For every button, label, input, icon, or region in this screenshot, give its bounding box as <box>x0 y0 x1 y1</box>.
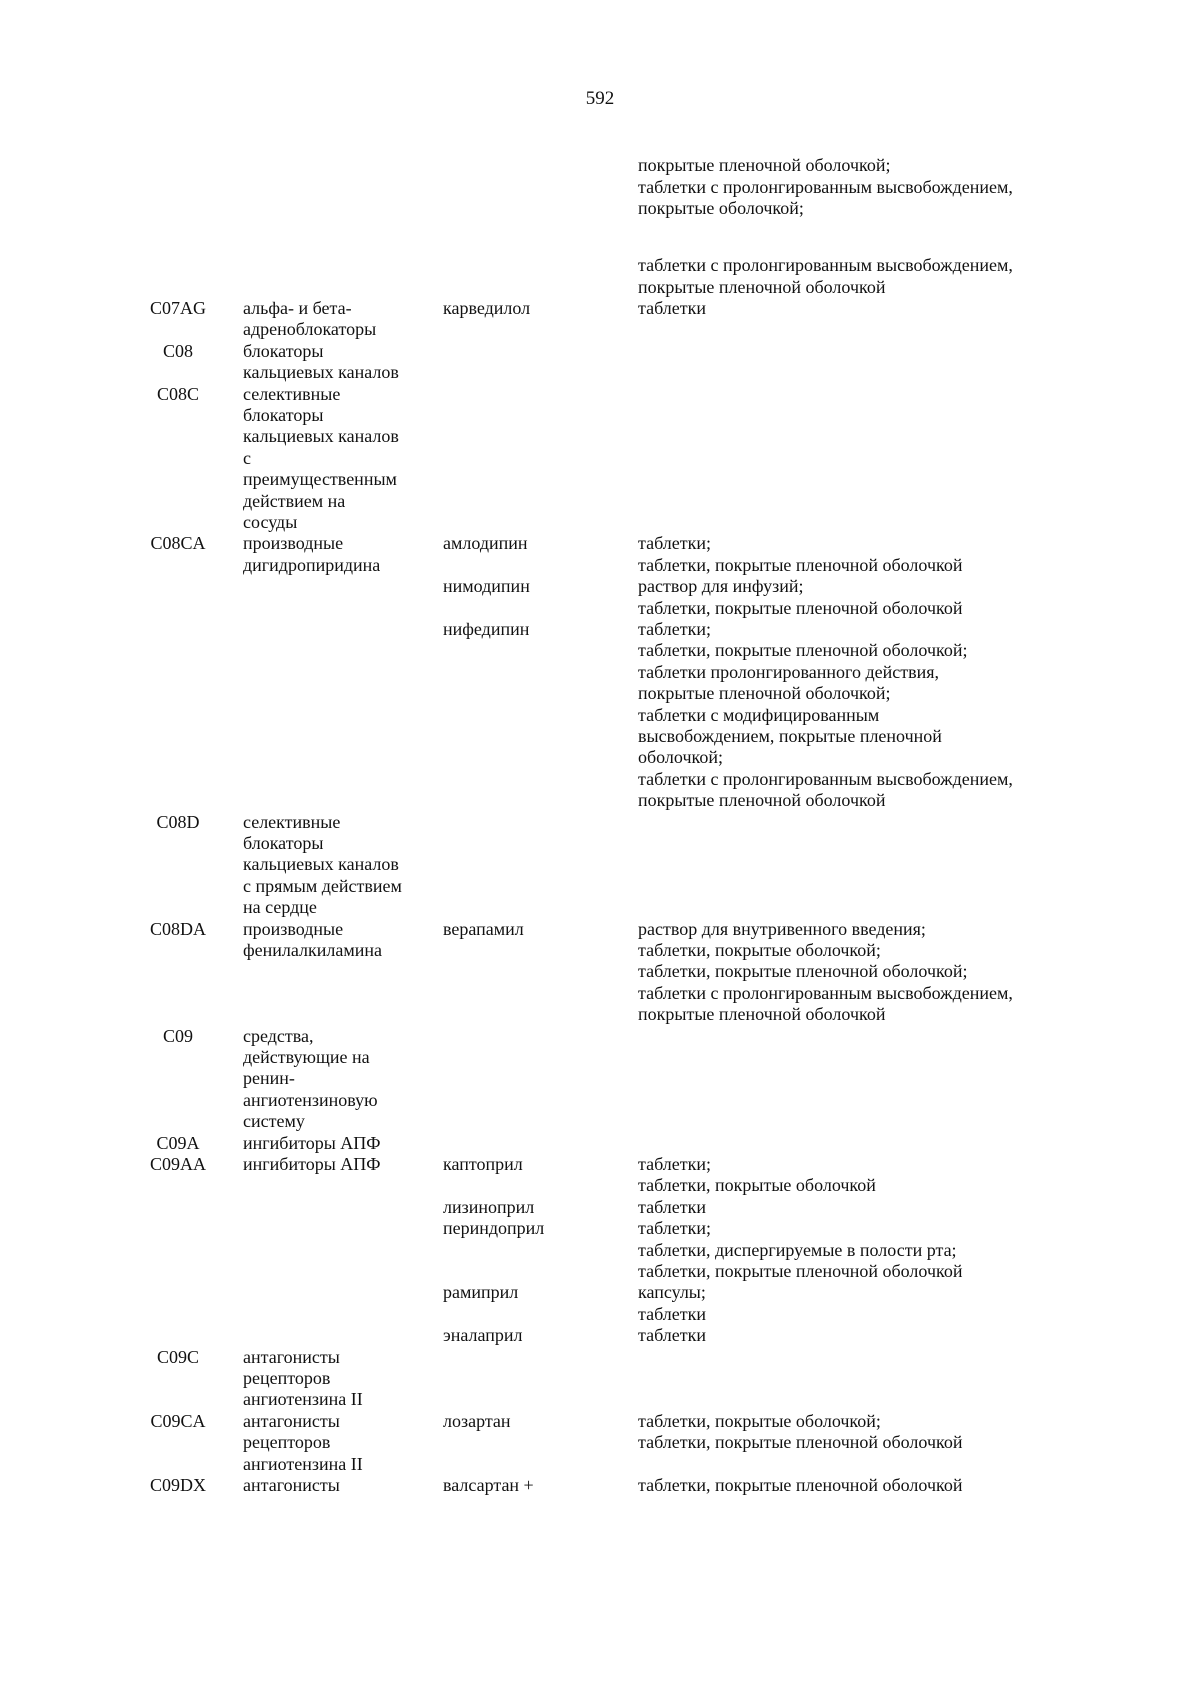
form-line: таблетки; <box>638 533 712 554</box>
atc-code: C09DX <box>149 1475 206 1495</box>
group-line: блокаторы <box>243 833 324 853</box>
form-line: высвобождением, покрытые пленочной <box>638 726 942 746</box>
form-line: таблетки пролонгированного действия, <box>638 661 940 682</box>
group-line: действием на <box>243 490 346 511</box>
group-line: рецепторов <box>243 1368 331 1388</box>
drug-name: карведилол <box>443 298 531 318</box>
form-line: таблетки, покрытые оболочкой <box>638 1175 876 1196</box>
group-line: антагонисты <box>243 1346 340 1367</box>
drug-name: верапамил <box>443 918 524 939</box>
atc-code: C08DA <box>149 918 206 939</box>
atc-code: C08D <box>156 811 200 832</box>
form-line: таблетки, покрытые оболочкой; <box>638 940 881 960</box>
form-line: таблетки <box>638 298 707 318</box>
atc-code: C09CA <box>150 1410 206 1431</box>
drug-name: амлодипин <box>443 533 528 554</box>
group-line: на сердце <box>243 897 317 918</box>
form-line: покрытые пленочной оболочкой <box>638 790 886 811</box>
atc-code: C09 <box>162 1025 193 1046</box>
drug-name: валсартан + <box>443 1475 534 1495</box>
group-line: селективные <box>243 811 341 832</box>
group-line: кальциевых каналов <box>243 426 399 447</box>
form-line: таблетки; <box>638 1218 712 1239</box>
group-line: производные <box>243 533 344 554</box>
group-line: средства, <box>243 1025 314 1046</box>
group-line: ренин- <box>243 1068 295 1089</box>
form-line: таблетки, покрытые пленочной оболочкой <box>638 1475 963 1495</box>
group-line: адреноблокаторы <box>243 319 377 340</box>
drug-name: эналаприл <box>443 1325 523 1346</box>
form-line: таблетки, покрытые пленочной оболочкой <box>638 554 963 575</box>
atc-code: C09C <box>156 1346 199 1367</box>
group-line: с <box>243 447 251 468</box>
form-line: таблетки, покрытые пленочной оболочкой <box>638 1432 963 1453</box>
form-line: таблетки, покрытые пленочной оболочкой; <box>638 640 968 661</box>
form-line: покрытые пленочной оболочкой; <box>638 683 891 704</box>
group-line: ангиотензина II <box>243 1389 363 1410</box>
group-line: производные <box>243 918 344 939</box>
form-line: таблетки <box>638 1325 707 1346</box>
form-line: таблетки с модифицированным <box>638 704 880 725</box>
group-line: ингибиторы АПФ <box>243 1132 381 1153</box>
group-line: рецепторов <box>243 1432 331 1453</box>
form-line: таблетки с пролонгированным высвобождением, <box>638 255 1013 275</box>
atc-code: C08C <box>156 383 199 404</box>
page-number: 592 <box>585 88 615 109</box>
form-line: таблетки; <box>638 619 712 639</box>
form-line: таблетки, покрытые пленочной оболочкой; <box>638 961 968 982</box>
atc-code: C08 <box>162 340 193 361</box>
group-line: дигидропиридина <box>243 554 381 575</box>
group-line: сосуды <box>243 512 298 532</box>
group-line: ангиотензиновую <box>243 1089 378 1110</box>
group-line: альфа- и бета- <box>243 298 352 318</box>
group-line: систему <box>243 1111 305 1132</box>
form-line: таблетки, покрытые оболочкой; <box>638 1410 881 1431</box>
group-line: блокаторы <box>243 340 324 361</box>
form-line: покрытые пленочной оболочкой; <box>638 155 891 175</box>
form-line: таблетки с пролонгированным высвобождением, <box>638 176 1013 197</box>
group-line: кальциевых каналов <box>243 362 399 383</box>
group-line: фенилалкиламина <box>243 940 383 960</box>
drug-name: каптоприл <box>443 1154 523 1174</box>
drug-name: периндоприл <box>443 1218 545 1239</box>
form-line: раствор для инфузий; <box>638 576 804 597</box>
drug-name: лизиноприл <box>443 1196 535 1217</box>
group-line: селективные <box>243 383 341 404</box>
form-line: таблетки, покрытые пленочной оболочкой <box>638 1261 963 1281</box>
drug-name: рамиприл <box>443 1282 519 1303</box>
form-line: покрытые пленочной оболочкой <box>638 1004 886 1025</box>
form-line: покрытые пленочной оболочкой <box>638 276 886 297</box>
form-line: раствор для внутривенного введения; <box>638 918 926 939</box>
atc-code: C09A <box>156 1132 200 1153</box>
form-line: покрытые оболочкой; <box>638 198 804 218</box>
form-line: таблетки с пролонгированным высвобождением, <box>638 982 1013 1003</box>
group-line: блокаторы <box>243 405 324 425</box>
drug-name: нимодипин <box>443 576 530 597</box>
drug-name: лозартан <box>443 1410 511 1431</box>
group-line: антагонисты <box>243 1410 340 1431</box>
form-line: таблетки <box>638 1196 707 1217</box>
group-line: ангиотензина II <box>243 1453 363 1474</box>
group-line: преимущественным <box>243 469 397 490</box>
form-line: таблетки <box>638 1303 707 1324</box>
atc-code: C08CA <box>150 533 206 554</box>
atc-code: C09AA <box>149 1154 206 1174</box>
form-line: таблетки с пролонгированным высвобождением, <box>638 768 1013 789</box>
group-line: действующие на <box>243 1047 370 1067</box>
form-line: оболочкой; <box>638 747 723 768</box>
group-line: антагонисты <box>243 1475 340 1495</box>
group-line: ингибиторы АПФ <box>243 1154 381 1174</box>
atc-code: C07AG <box>149 298 206 318</box>
form-line: капсулы; <box>638 1282 706 1303</box>
form-line: таблетки, покрытые пленочной оболочкой <box>638 597 963 618</box>
drug-name: нифедипин <box>443 619 530 639</box>
form-line: таблетки, диспергируемые в полости рта; <box>638 1239 957 1260</box>
group-line: с прямым действием <box>243 875 402 896</box>
group-line: кальциевых каналов <box>243 854 399 875</box>
form-line: таблетки; <box>638 1154 712 1174</box>
